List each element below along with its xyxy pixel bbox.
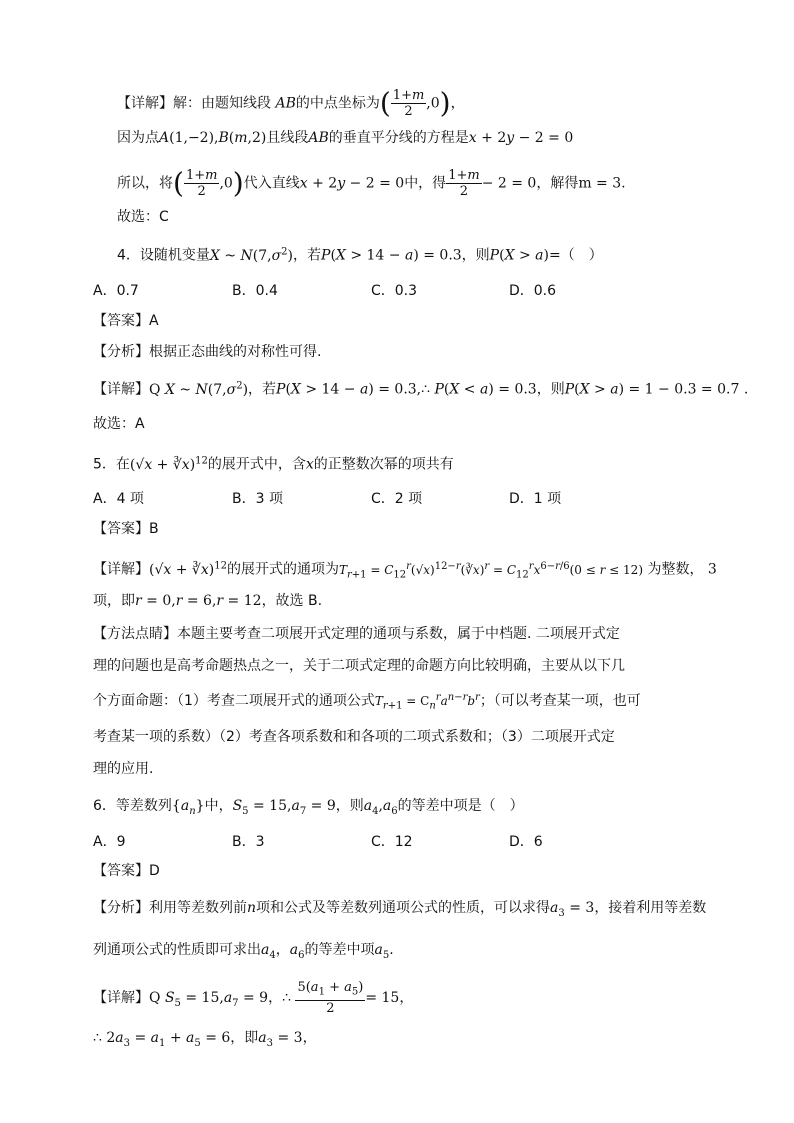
q5-method-line5: 理的应用. (93, 761, 154, 777)
q4-choice: 故选：A (93, 416, 145, 432)
q4-option-c: C．0.3 (371, 283, 418, 299)
q5-option-d: D．1 项 (509, 491, 562, 507)
q5-stem: 5．在(√x + ∛x)$^{12}$的展开式中，含x的正整数次幂的项共有 (93, 455, 454, 473)
q6-stem: 6．等差数列$\{a_n\}$中，$S_5 = 15,a_7 = 9$，则$a_4,a_6$的等差中项是（ ） (93, 798, 524, 817)
q4-option-b: B．0.4 (232, 283, 278, 299)
q6-analysis-line2: 列通项公式的性质即可求出$a_4$，$a_6$的等差中项$a_5$. (93, 942, 394, 961)
q4-option-a: A．0.7 (93, 283, 139, 299)
q4-answer: 【答案】A (93, 313, 159, 329)
q6-option-c: C．12 (371, 834, 413, 850)
q5-detail-line1: 【详解】(√x + ∛x)$^{12}$的展开式的通项为$T_{r+1}$ = $C_{12}^r(√x)^{12-r}(∛x)^r = C_{12}^rx^{6-r/6}(0 \le r \le 12)$ 为整数， 3 (93, 560, 717, 581)
q5-option-c: C．2 项 (371, 491, 423, 507)
q5-method-line4: 考查某一项的系数）（2）考查各项系数和和各项的二项式系数和；（3）二项展开式定 (93, 729, 615, 745)
q5-option-b: B．3 项 (232, 491, 283, 507)
q5-answer: 【答案】B (93, 521, 159, 537)
q4-option-d: D．0.6 (509, 283, 557, 299)
detail-label: 【详解】 (117, 95, 173, 112)
q3-choice: 故选：C (117, 209, 169, 225)
q6-analysis-line1: 【分析】利用等差数列前n项和公式及等差数列通项公式的性质，可以求得$a_3 = 3$，接着利用等差数 (93, 900, 707, 919)
q5-detail-line2: 项，即r = 0,r = 6,r = 12，故选 B. (93, 593, 323, 609)
q6-option-b: B．3 (232, 834, 265, 850)
q4-detail: 【详解】Q X ~ $N(7,\sigma^2)$，若P(X > 14 − a) = 0.3,∴ P(X < a) = 0.3，则P(X > a) = 1 − 0.3 = 0.7 . (93, 380, 749, 398)
q5-option-a: A．4 项 (93, 491, 144, 507)
q6-detail-line1: 【详解】Q $S_5 = 15,a_7 = 9$，∴ $\frac{5(a_1 + a_5)}{2}$ = 15， (93, 980, 414, 1016)
q6-option-a: A．9 (93, 834, 126, 850)
q4-stem: 4．设随机变量X ~ $N(7,\sigma^2)$，若P(X > 14 − a) = 0.3，则P(X > a)=（ ） (117, 246, 603, 264)
q6-detail-line2: ∴ $2a_3 = a_1 + a_5 = 6$，即$a_3 = 3$， (93, 1030, 317, 1049)
q6-answer: 【答案】D (93, 863, 160, 879)
q3-detail-line2: 因为点A(1,−2),B(m,2)且线段AB的垂直平分线的方程是x + 2y − 2 = 0 (117, 130, 574, 146)
q4-analysis: 【分析】根据正态曲线的对称性可得. (93, 344, 322, 360)
q6-option-d: D．6 (509, 834, 543, 850)
q3-detail-line1: 【详解】解：由题知线段 AB的中点坐标为( $\frac{1+m}{2}$ ,0)， (117, 86, 465, 120)
q3-detail-line3: 所以，将( $\frac{1+m}{2}$ ,0)代入直线x + 2y − 2 = 0中，得 $\frac{1+m}{2}$ − 2 = 0，解得m = 3. (117, 166, 626, 200)
q5-method-line2: 理的问题也是高考命题热点之一，关于二项式定理的命题方向比较明确，主要从以下几 (93, 658, 625, 674)
q5-method-line3: 个方面命题：（1）考查二项展开式的通项公式$T_{r+1} = C_n^ra^{n-r}b^r$；（可以考查某一项，也可 (93, 692, 641, 712)
q5-method-line1: 【方法点睛】本题主要考查二项展开式定理的通项与系数，属于中档题. 二项展开式定 (93, 626, 620, 642)
